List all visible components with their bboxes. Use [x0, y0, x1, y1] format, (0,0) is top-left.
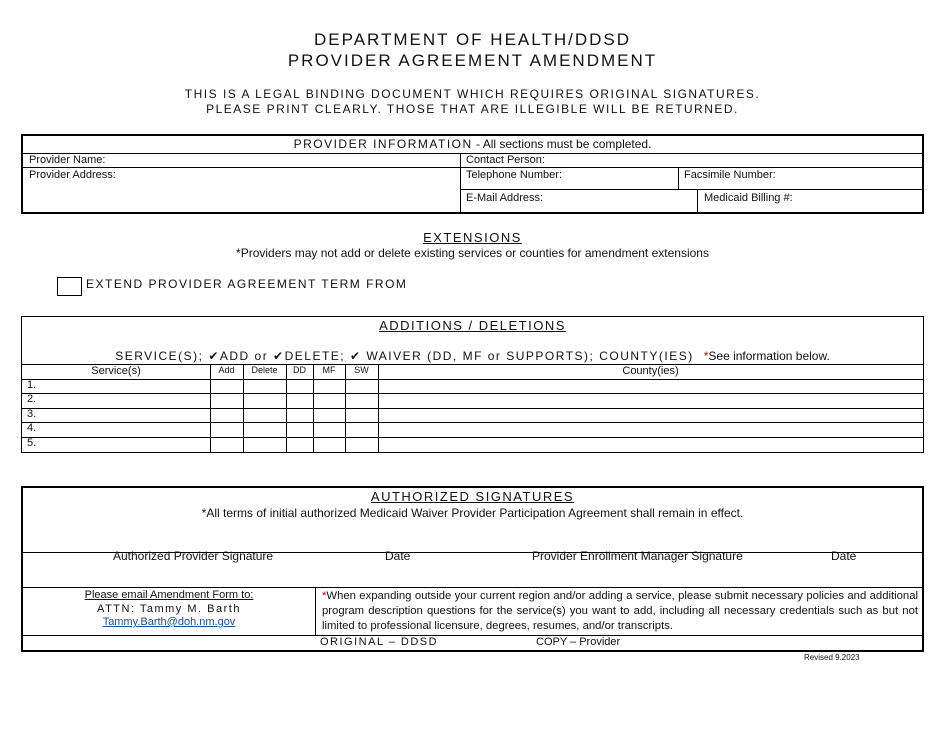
additions-instructions — [22, 349, 923, 363]
email-field[interactable]: E-Mail Address: — [466, 192, 544, 204]
table-row[interactable]: 1. — [27, 379, 37, 391]
expand-note-star: * — [322, 590, 327, 602]
revision-date: Revised 9.2023 — [804, 653, 860, 662]
col-header-add: Add — [218, 365, 235, 375]
expand-note — [322, 589, 918, 634]
provider-info-heading — [23, 137, 922, 151]
legal-notice-line2: PLEASE PRINT CLEARLY. THOSE THAT ARE ILLEGIBLE WILL BE RETURNED. — [206, 102, 739, 116]
provider-signature-label[interactable]: Authorized Provider Signature — [113, 549, 274, 563]
telephone-field[interactable]: Telephone Number: — [466, 169, 563, 181]
email-link[interactable]: Tammy.Barth@doh.nm.gov — [102, 616, 236, 628]
extend-term-checkbox[interactable] — [57, 277, 82, 296]
email-instruction: Please email Amendment Form to: — [84, 589, 254, 601]
signatures-note: *All terms of initial authorized Medicaid Waiver Provider Participation Agreement shall remain in effect. — [201, 506, 744, 520]
legal-notice-line1: THIS IS A LEGAL BINDING DOCUMENT WHICH REQUIRES ORIGINAL SIGNATURES. — [184, 87, 761, 101]
table-row[interactable]: 4. — [27, 422, 37, 434]
col-header-services: Service(s) — [91, 365, 141, 377]
additions-deletions-section — [21, 316, 924, 453]
extensions-note: *Providers may not add or delete existing services or counties for amendment extensions — [236, 246, 709, 260]
signatures-heading: AUTHORIZED SIGNATURES — [370, 489, 575, 504]
provider-info-section — [21, 134, 924, 214]
col-header-counties: County(ies) — [622, 365, 679, 377]
extend-term-label: EXTEND PROVIDER AGREEMENT TERM FROM — [86, 277, 408, 291]
form-title-line1: DEPARTMENT OF HEALTH/DDSD — [314, 30, 631, 49]
col-header-delete: Delete — [251, 365, 278, 375]
col-header-sw: SW — [354, 365, 369, 375]
original-copy-label: ORIGINAL – DDSD — [320, 636, 439, 648]
attn-line: ATTN: Tammy M. Barth — [97, 603, 241, 615]
col-header-dd: DD — [293, 365, 306, 375]
medicaid-billing-field[interactable]: Medicaid Billing #: — [704, 192, 793, 204]
provider-copy-label: COPY – Provider — [536, 636, 621, 648]
additions-instructions-star: * — [703, 349, 709, 363]
table-row[interactable]: 2. — [27, 393, 37, 405]
additions-instructions-tail: See information below. — [708, 349, 830, 363]
expand-note-text: When expanding outside your current region and/or adding a service, please submit necessary policies and additional program description questions for the service(s) you want to add, including all necessary credentials such as but not limited to professional licensure, degrees, resumes, and/or transcripts. — [322, 590, 918, 632]
date-label-1[interactable]: Date — [385, 549, 411, 563]
provider-info-heading-text: PROVIDER INFORMATION — [293, 137, 473, 151]
col-header-mf: MF — [322, 365, 336, 375]
table-row[interactable]: 5. — [27, 437, 37, 449]
provider-address-field[interactable]: Provider Address: — [29, 169, 116, 181]
contact-person-field[interactable]: Contact Person: — [466, 154, 545, 166]
signatures-section — [21, 486, 924, 652]
email-link-wrap — [23, 616, 315, 628]
additions-heading: ADDITIONS / DELETIONS — [379, 318, 566, 333]
additions-instructions-text: SERVICE(S); ✔ADD or ✔DELETE; ✔ WAIVER (DD, MF or SUPPORTS); COUNTY(IES) — [115, 349, 694, 363]
date-label-2[interactable]: Date — [831, 549, 857, 563]
provider-info-heading-note: - All sections must be completed. — [472, 137, 652, 151]
extensions-heading: EXTENSIONS — [423, 230, 522, 245]
manager-signature-label[interactable]: Provider Enrollment Manager Signature — [532, 549, 743, 563]
provider-name-field[interactable]: Provider Name: — [29, 154, 106, 166]
form-title-line2: PROVIDER AGREEMENT AMENDMENT — [287, 51, 658, 70]
facsimile-field[interactable]: Facsimile Number: — [684, 169, 776, 181]
table-row[interactable]: 3. — [27, 408, 37, 420]
